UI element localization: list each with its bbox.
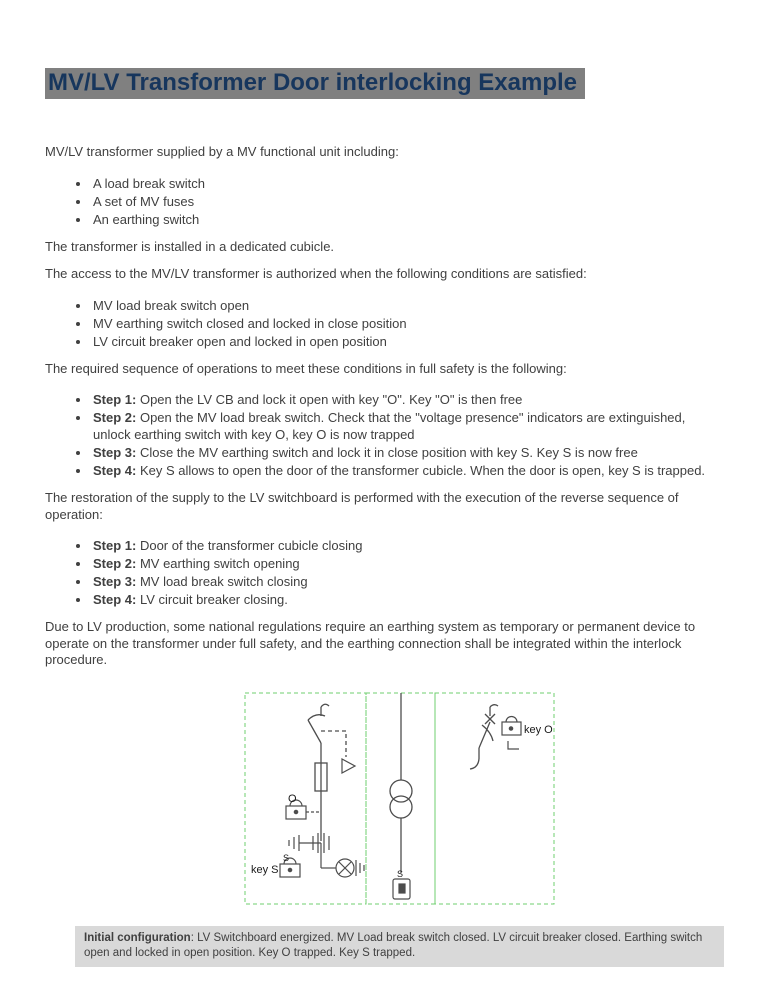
step-text: Open the MV load break switch. Check that the "voltage presence" indicators are extinguished, unlock earthing switch with key O, key O is now trapped [93,410,686,442]
transformer-icon [390,693,412,873]
list-item: • MV earthing switch closed and locked in close position [91,315,724,332]
padlock-key-o-icon [502,716,521,749]
list-item [91,462,724,479]
door-s-label: S [397,868,404,879]
list-item: • An earthing switch [91,211,724,228]
caption [75,926,724,967]
interlock-diagram [243,691,557,910]
access-conditions-list [45,297,724,350]
circuit-breaker-icon [470,704,498,768]
step-label: Step 2: [93,556,137,571]
lock-s-label: S [283,852,290,863]
caption-title: Initial configuration [84,931,191,944]
list-item [91,409,724,443]
caption-text: : LV Switchboard energized. MV Load break switch closed. LV circuit breaker closed. Earthing switch open and locked in open position. Key O trapped. Key S trapped. [84,931,703,959]
sequence-steps-list [45,391,724,479]
page-title: MV/LV Transformer Door interlocking Example [45,68,585,99]
load-break-switch-icon [308,704,346,757]
list-item [91,444,724,461]
step-label: Step 4: [93,592,137,607]
paragraph-cubicle: The transformer is installed in a dedicated cubicle. [45,238,335,254]
key-o-label: key O [524,723,553,736]
paragraph-restoration: The restoration of the supply to the LV switchboard is performed with the execution of the reverse sequence of operation: [45,490,679,522]
list-item: • MV load break switch open [91,297,724,314]
step-text: Close the MV earthing switch and lock it in close position with key S. Key S is now free [136,445,638,460]
step-label: Step 3: [93,445,137,460]
list-item [91,537,724,554]
paragraph-sequence: The required sequence of operations to meet these conditions in full safety is the following: [45,360,567,376]
list-item [91,555,724,572]
step-label: Step 1: [93,392,137,407]
step-text: Open the LV CB and lock it open with key "O". Key "O" is then free [136,392,523,407]
step-label: Step 2: [93,410,137,425]
list-item: • LV circuit breaker open and locked in open position [91,333,724,350]
restoration-steps-list [45,537,724,608]
earthing-switch-icon [289,833,329,853]
voltage-indicator-icon [342,759,355,773]
list-item: • A set of MV fuses [91,193,724,210]
key-s-label: key S [251,863,279,876]
paragraph-regulation: Due to LV production, some national regulations require an earthing system as temporary or permanent device to operate on the transformer under full safety, and the earthing connection shall be integrated within the interlock procedure. [45,619,696,667]
list-item [91,391,724,408]
fuse-icon [315,743,327,841]
paragraph-intro: MV/LV transformer supplied by a MV functional unit including: [45,144,399,159]
diagram-svg [243,691,557,910]
list-item [91,573,724,590]
earth-circle-icon [321,843,364,877]
step-label: Step 3: [93,574,137,589]
functional-unit-list [45,175,724,228]
door-lock-icon [393,879,410,899]
lock-o-label: O [288,792,297,805]
paragraph-access: The access to the MV/LV transformer is authorized when the following conditions are satisfied: [45,266,587,281]
step-text: LV circuit breaker closing. [136,592,288,607]
step-text: MV earthing switch opening [136,556,300,571]
list-item [91,591,724,608]
step-text: Door of the transformer cubicle closing [136,538,363,553]
step-label: Step 4: [93,463,137,478]
list-item: • A load break switch [91,175,724,192]
step-label: Step 1: [93,538,137,553]
step-text: MV load break switch closing [136,574,308,589]
step-text: Key S allows to open the door of the transformer cubicle. When the door is open, key S is trapped. [136,463,706,478]
